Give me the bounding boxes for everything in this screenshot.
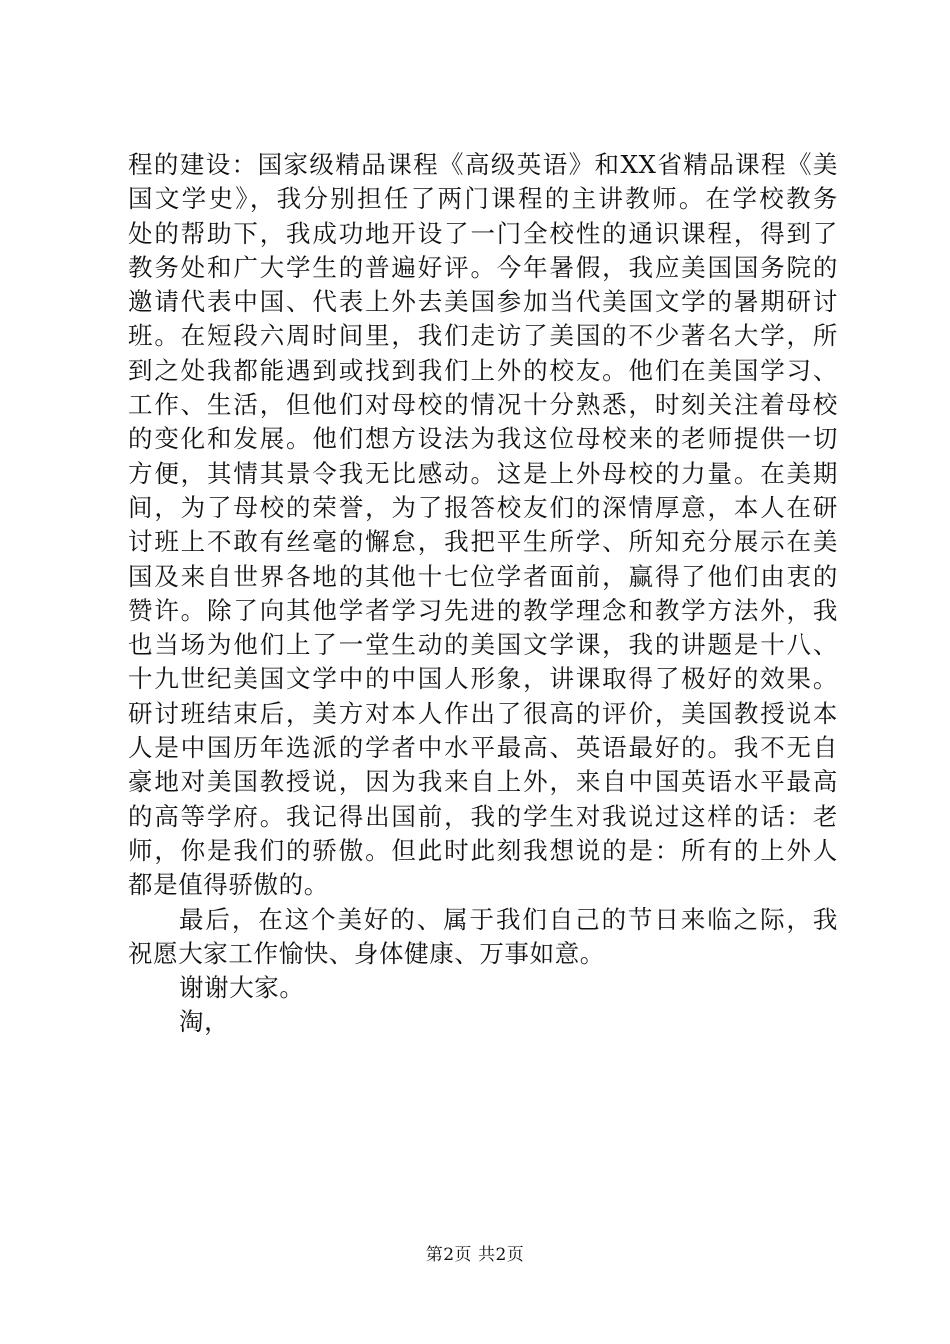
text-line-1: 程的建设：国家级精品课程《高级英语》和XX省精品课程《美 bbox=[128, 150, 838, 179]
text-line-16: 十九世纪美国文学中的中国人形象，讲课取得了极好的效果。 bbox=[128, 664, 838, 694]
text-line-9: 的变化和发展。他们想方设法为我这位母校来的老师提供一切 bbox=[128, 424, 838, 454]
text-line-12: 讨班上不敢有丝毫的懈怠，我把平生所学、所知充分展示在美 bbox=[128, 527, 838, 557]
text-line-10: 方便，其情其景令我无比感动。这是上外母校的力量。在美期 bbox=[128, 458, 838, 488]
text-line-5: 邀请代表中国、代表上外去美国参加当代美国文学的暑期研讨 bbox=[128, 287, 838, 317]
text-line-13: 国及来自世界各地的其他十七位学者面前，赢得了他们由衷的 bbox=[128, 561, 838, 591]
text-line-7: 到之处我都能遇到或找到我们上外的校友。他们在美国学习、 bbox=[128, 355, 838, 385]
text-line-11: 间，为了母校的荣誉，为了报答校友们的深情厚意，本人在研 bbox=[128, 492, 838, 522]
text-line-15: 也当场为他们上了一堂生动的美国文学课，我的讲题是十八、 bbox=[128, 630, 838, 660]
text-line-26: 淘， bbox=[179, 1007, 230, 1037]
text-line-8: 工作、生活，但他们对母校的情况十分熟悉，时刻关注着母校 bbox=[128, 390, 838, 420]
body-text bbox=[128, 148, 838, 1040]
text-line-3: 处的帮助下，我成功地开设了一门全校性的通识课程，得到了 bbox=[128, 218, 838, 248]
text-line-6: 班。在短段六周时间里，我们走访了美国的不少著名大学，所 bbox=[128, 321, 838, 351]
text-line-19: 豪地对美国教授说，因为我来自上外，来自中国英语水平最高 bbox=[128, 767, 838, 797]
text-line-17: 研讨班结束后，美方对本人作出了很高的评价，美国教授说本 bbox=[128, 698, 838, 728]
text-line-21: 师，你是我们的骄傲。但此时此刻我想说的是：所有的上外人 bbox=[128, 835, 838, 865]
text-line-4: 教务处和广大学生的普遍好评。今年暑假，我应美国国务院的 bbox=[128, 252, 838, 282]
text-line-23: 最后，在这个美好的、属于我们自己的节日来临之际，我 bbox=[179, 904, 838, 934]
text-line-18: 人是中国历年选派的学者中水平最高、英语最好的。我不无自 bbox=[128, 733, 838, 763]
text-line-20: 的高等学府。我记得出国前，我的学生对我说过这样的话：老 bbox=[128, 801, 838, 831]
text-line-14: 赞许。除了向其他学者学习先进的教学理念和教学方法外，我 bbox=[128, 595, 838, 625]
text-line-24: 祝愿大家工作愉快、身体健康、万事如意。 bbox=[128, 938, 605, 968]
text-line-22: 都是值得骄傲的。 bbox=[128, 870, 329, 900]
text-line-25: 谢谢大家。 bbox=[179, 973, 305, 1003]
page-number-footer: 第2页 共2页 bbox=[425, 1245, 525, 1265]
text-line-2: 国文学史》，我分别担任了两门课程的主讲教师。在学校教务 bbox=[128, 184, 838, 214]
